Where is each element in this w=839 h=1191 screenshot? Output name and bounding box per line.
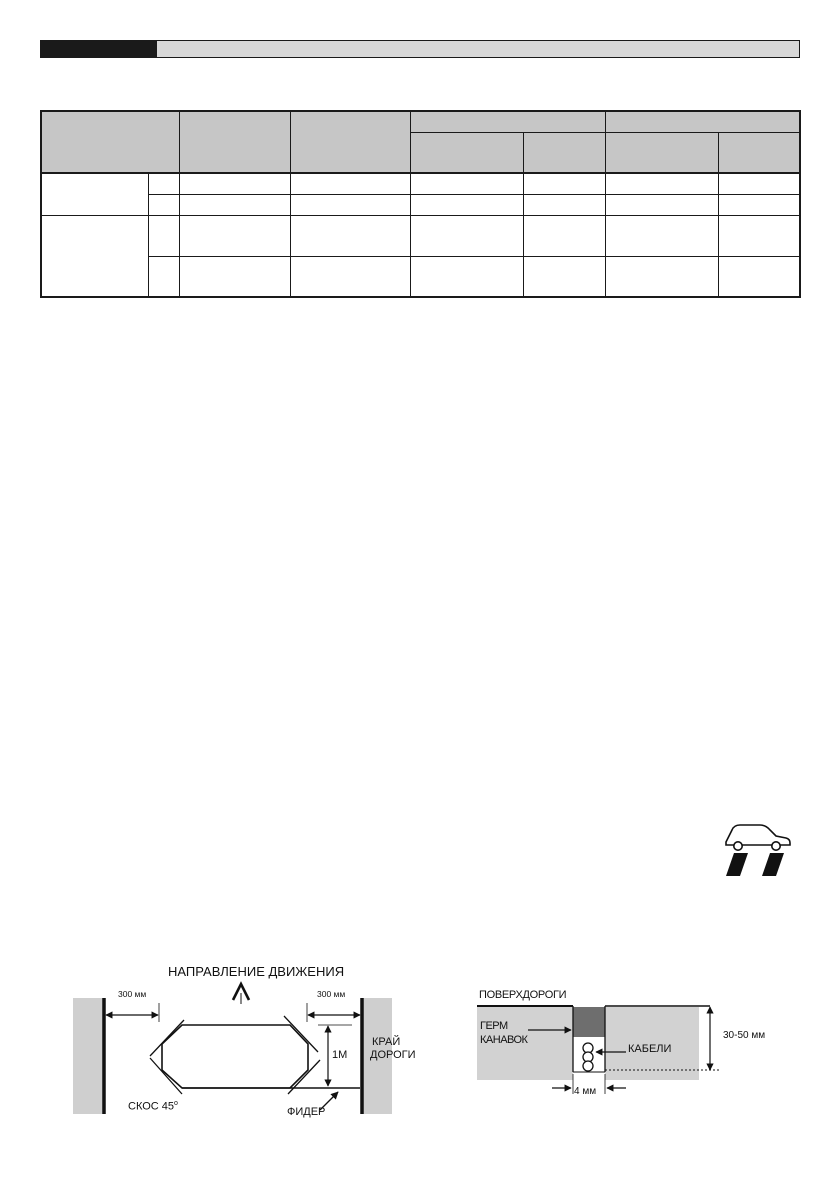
left-shoulder: [73, 998, 104, 1114]
table-cell: [523, 194, 605, 215]
table-cell: [523, 173, 605, 194]
table-cell: [523, 215, 605, 256]
table-cell: [290, 215, 410, 256]
depth-label: 30-50 мм: [723, 1030, 766, 1041]
table-header-cell: [179, 111, 290, 173]
table-subheader-cell: [718, 132, 800, 173]
bevel-label: СКОС 45$^o$: [128, 1100, 178, 1113]
table-cell: [605, 194, 718, 215]
table-header-group: [605, 111, 800, 132]
table-cell: [605, 256, 718, 297]
table-subheader-cell: [410, 132, 523, 173]
sealant-label: ГЕРМ: [480, 1020, 508, 1032]
table-cell: [179, 173, 290, 194]
table-cell: [179, 215, 290, 256]
table-cell: [148, 173, 179, 194]
table-cell: [605, 173, 718, 194]
table-cell: [523, 256, 605, 297]
table-cell: [718, 194, 800, 215]
cables-label: КАБЕЛИ: [628, 1043, 672, 1055]
table-cell: [290, 256, 410, 297]
sealant-label: КАНАВОК: [480, 1034, 528, 1046]
road-edge-label: КРАЙ: [372, 1036, 401, 1048]
table-cell: [410, 194, 523, 215]
table-cell: [179, 256, 290, 297]
table-cell: [718, 173, 800, 194]
table-subheader-cell: [523, 132, 605, 173]
table-subheader-cell: [605, 132, 718, 173]
table-row: [41, 194, 800, 215]
table-cell: [148, 215, 179, 256]
direction-label: НАПРАВЛЕНИЕ ДВИЖЕНИЯ: [168, 964, 345, 979]
header-bar-tab: [41, 41, 157, 57]
table-cell: [410, 173, 523, 194]
induction-loop: [162, 1025, 308, 1088]
table-cell: [718, 215, 800, 256]
table-cell: [148, 256, 179, 297]
header-bar: [40, 40, 800, 58]
table-row: [41, 215, 800, 256]
road-edge-label: ДОРОГИ: [370, 1049, 416, 1061]
table-cell: [148, 194, 179, 215]
right-gap-label: 300 мм: [317, 989, 346, 999]
table-header-cell: [290, 111, 410, 173]
car-on-road-icon: [720, 818, 792, 878]
table-header-cell: [41, 111, 179, 173]
table-cell: [718, 256, 800, 297]
feeder-label: ФИДЕР: [287, 1106, 326, 1118]
table-row: [41, 173, 800, 194]
spec-table: [40, 110, 801, 298]
table-row: [41, 256, 800, 297]
table-row-group: [41, 215, 148, 297]
table-header-group: [410, 111, 605, 132]
table-cell: [290, 194, 410, 215]
cable: [583, 1061, 593, 1071]
loop-layout-diagram: [70, 960, 420, 1130]
table-cell: [179, 194, 290, 215]
table-cell: [410, 256, 523, 297]
slot-section-diagram: [470, 982, 790, 1102]
table-cell: [290, 173, 410, 194]
width-label: 4 мм: [574, 1086, 597, 1097]
height-label: 1М: [332, 1049, 348, 1061]
table-cell: [410, 215, 523, 256]
sealant-fill: [573, 1007, 605, 1037]
left-gap-label: 300 мм: [118, 989, 147, 999]
surface-label: ПОВЕРХДОРОГИ: [479, 989, 567, 1001]
table-row-group: [41, 173, 148, 215]
table-cell: [605, 215, 718, 256]
loop-layout-drawing: [70, 960, 420, 1130]
